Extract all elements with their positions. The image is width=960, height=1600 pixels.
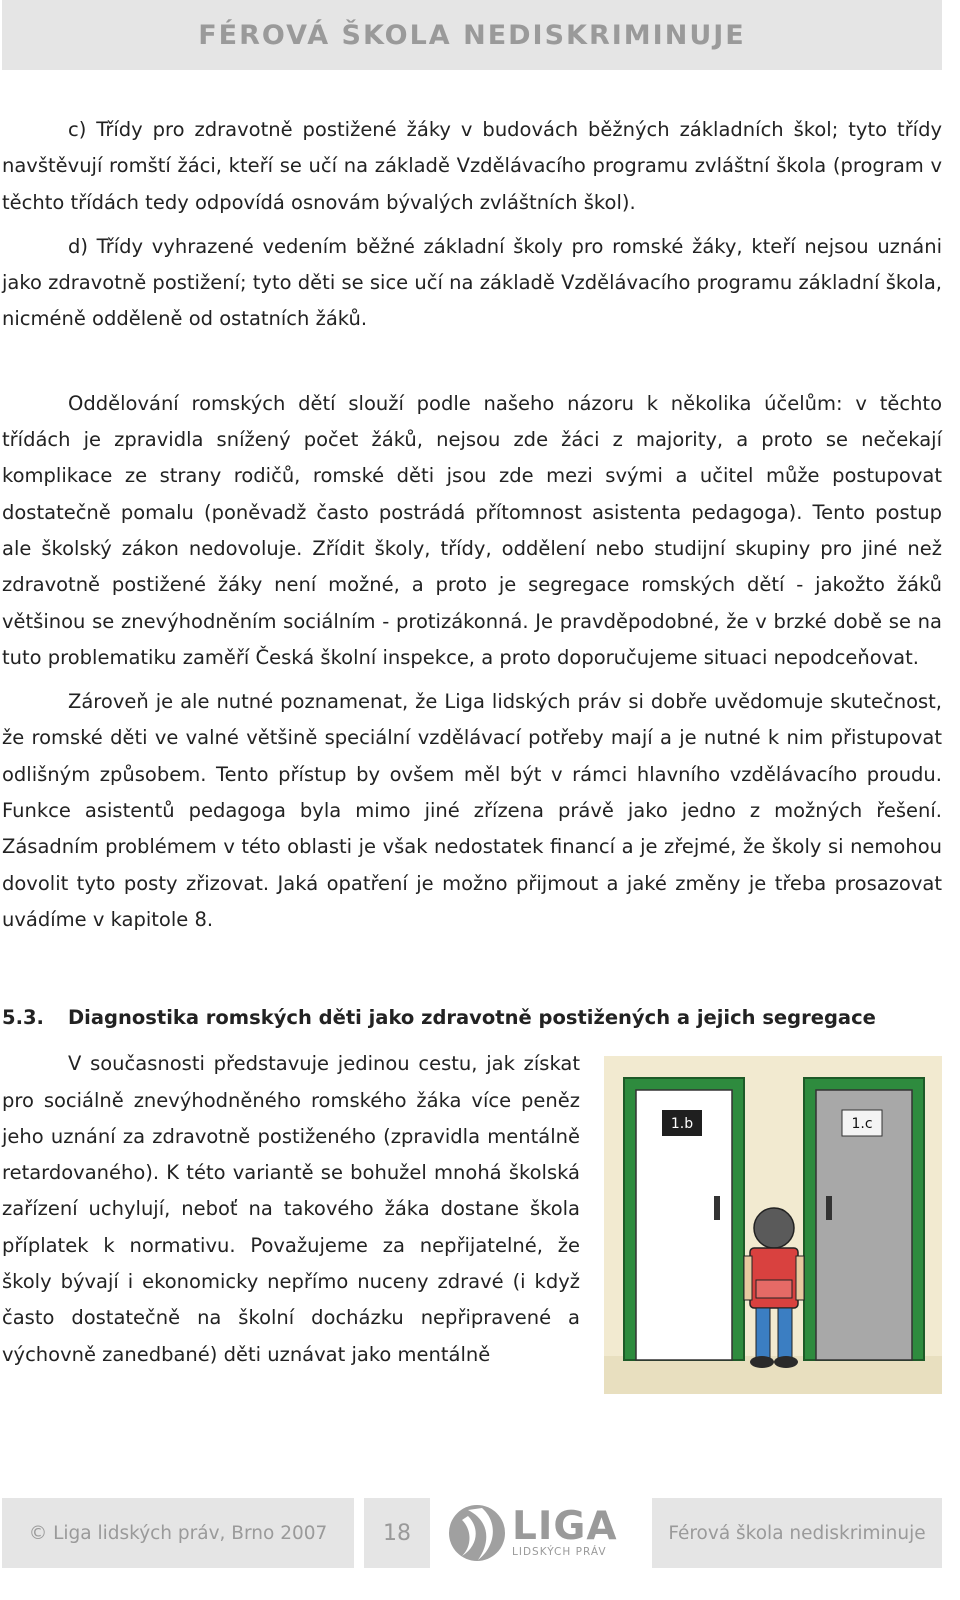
paragraph-diagnostics: V současnosti představuje jedinou cestu, jak získat pro sociálně znevýhodněného romského žáka více peněz jeho uznání za zdravotně postiženého (zpravidla mentálně retardovaného). K této variantě se bohužel mnohá školská zařízení uchylují, neboť na takového žáka dostane škola příplatek k normativu. Považujeme za nepřijatelné, že školy bývají i ekonomicky nepřímo nuceny zdravé (i když často dostatečně na školní docházku nepřipravené a výchovně zanedbané) děti uznávat jako mentálně: [2, 1052, 580, 1366]
page-number: 18: [364, 1498, 430, 1568]
doors-illustration: [604, 1056, 942, 1394]
logo-subtitle: LIDSKÝCH PRÁV: [512, 1546, 607, 1558]
liga-logo-icon: [448, 1502, 506, 1564]
section-number: 5.3.: [2, 1006, 44, 1030]
section-title: Diagnostika romských děti jako zdravotně postižených a jejich segregace: [68, 1006, 876, 1030]
header-title: FÉROVÁ ŠKOLA NEDISKRIMINUJE: [198, 19, 746, 51]
liga-logo: [448, 1498, 644, 1568]
backpack: [750, 1248, 798, 1308]
right-door-handle: [826, 1196, 832, 1220]
section-body: [2, 1046, 942, 1373]
page-header: [2, 0, 942, 70]
page-footer: [2, 1498, 942, 1568]
paragraph-segregation: Oddělování romských dětí slouží podle našeho názoru k několika účelům: v těchto třídách je zpravidla snížený počet žáků, nejsou zde žáci z majority, a proto se nečekají komplikace ze strany rodičů, romské děti jsou zde mezi svými a učitel může postupovat dostatečně pomalu (poněvadž často postrádá přítomnost asistenta pedagoga). Tento postup ale školský zákon nedovoluje. Zřídit školy, třídy, oddělení nebo studijní skupiny pro jiné než zdravotně postižené žáky není možné, a proto je segregace romských dětí - jakožto žáků většinou se znevýhodněním sociálním - protizákonná. Je pravděpodobné, že v brzké době se na tuto problematiku zaměří Česká školní inspekce, a proto doporučujeme situaci nepodceňovat.: [2, 391, 942, 669]
footer-title: Férová škola nediskriminuje: [652, 1498, 942, 1568]
left-door-handle: [714, 1196, 720, 1220]
section-heading: [2, 1000, 942, 1036]
paragraph-c: c) Třídy pro zdravotně postižené žáky v budovách běžných základních škol; tyto třídy navštěvují romští žáci, kteří se učí na základě Vzdělávacího programu zvláštní škola (program v těchto třídách tedy odpovídá osnovám bývalých zvláštních škol).: [2, 118, 942, 214]
paragraph-liga: Zároveň je ale nutné poznamenat, že Liga lidských práv si dobře uvědomuje skutečnost, že romské děti ve valné většině speciální vzdělávací potřeby mají a je nutné k nim přistupovat odlišným způsobem. Tento přístup by ovšem měl být v rámci hlavního vzdělávacího proudu. Funkce asistentů pedagoga byla mimo jiné zřízena právě jako jedno z možných řešení. Zásadním problémem v této oblasti je však nedostatek financí a je zřejmé, že školy si nemohou dovolit tyto posty zřizovat. Jaká opatření je možno přijmout a jaké změny je třeba prosazovat uvádíme v kapitole 8.: [2, 690, 942, 931]
footer-copyright: © Liga lidských práv, Brno 2007: [2, 1498, 354, 1568]
logo-word: LIGA: [512, 1504, 618, 1549]
paragraph-d: d) Třídy vyhrazené vedením běžné základní školy pro romské žáky, kteří nejsou uznáni jako zdravotně postižení; tyto děti se sice učí na základě Vzdělávacího programu základní škola, nicméně odděleně od ostatních žáků.: [2, 234, 942, 331]
right-door-label: 1.c: [851, 1116, 873, 1133]
page-content: [2, 112, 942, 1400]
left-door-label: 1.b: [670, 1116, 694, 1133]
